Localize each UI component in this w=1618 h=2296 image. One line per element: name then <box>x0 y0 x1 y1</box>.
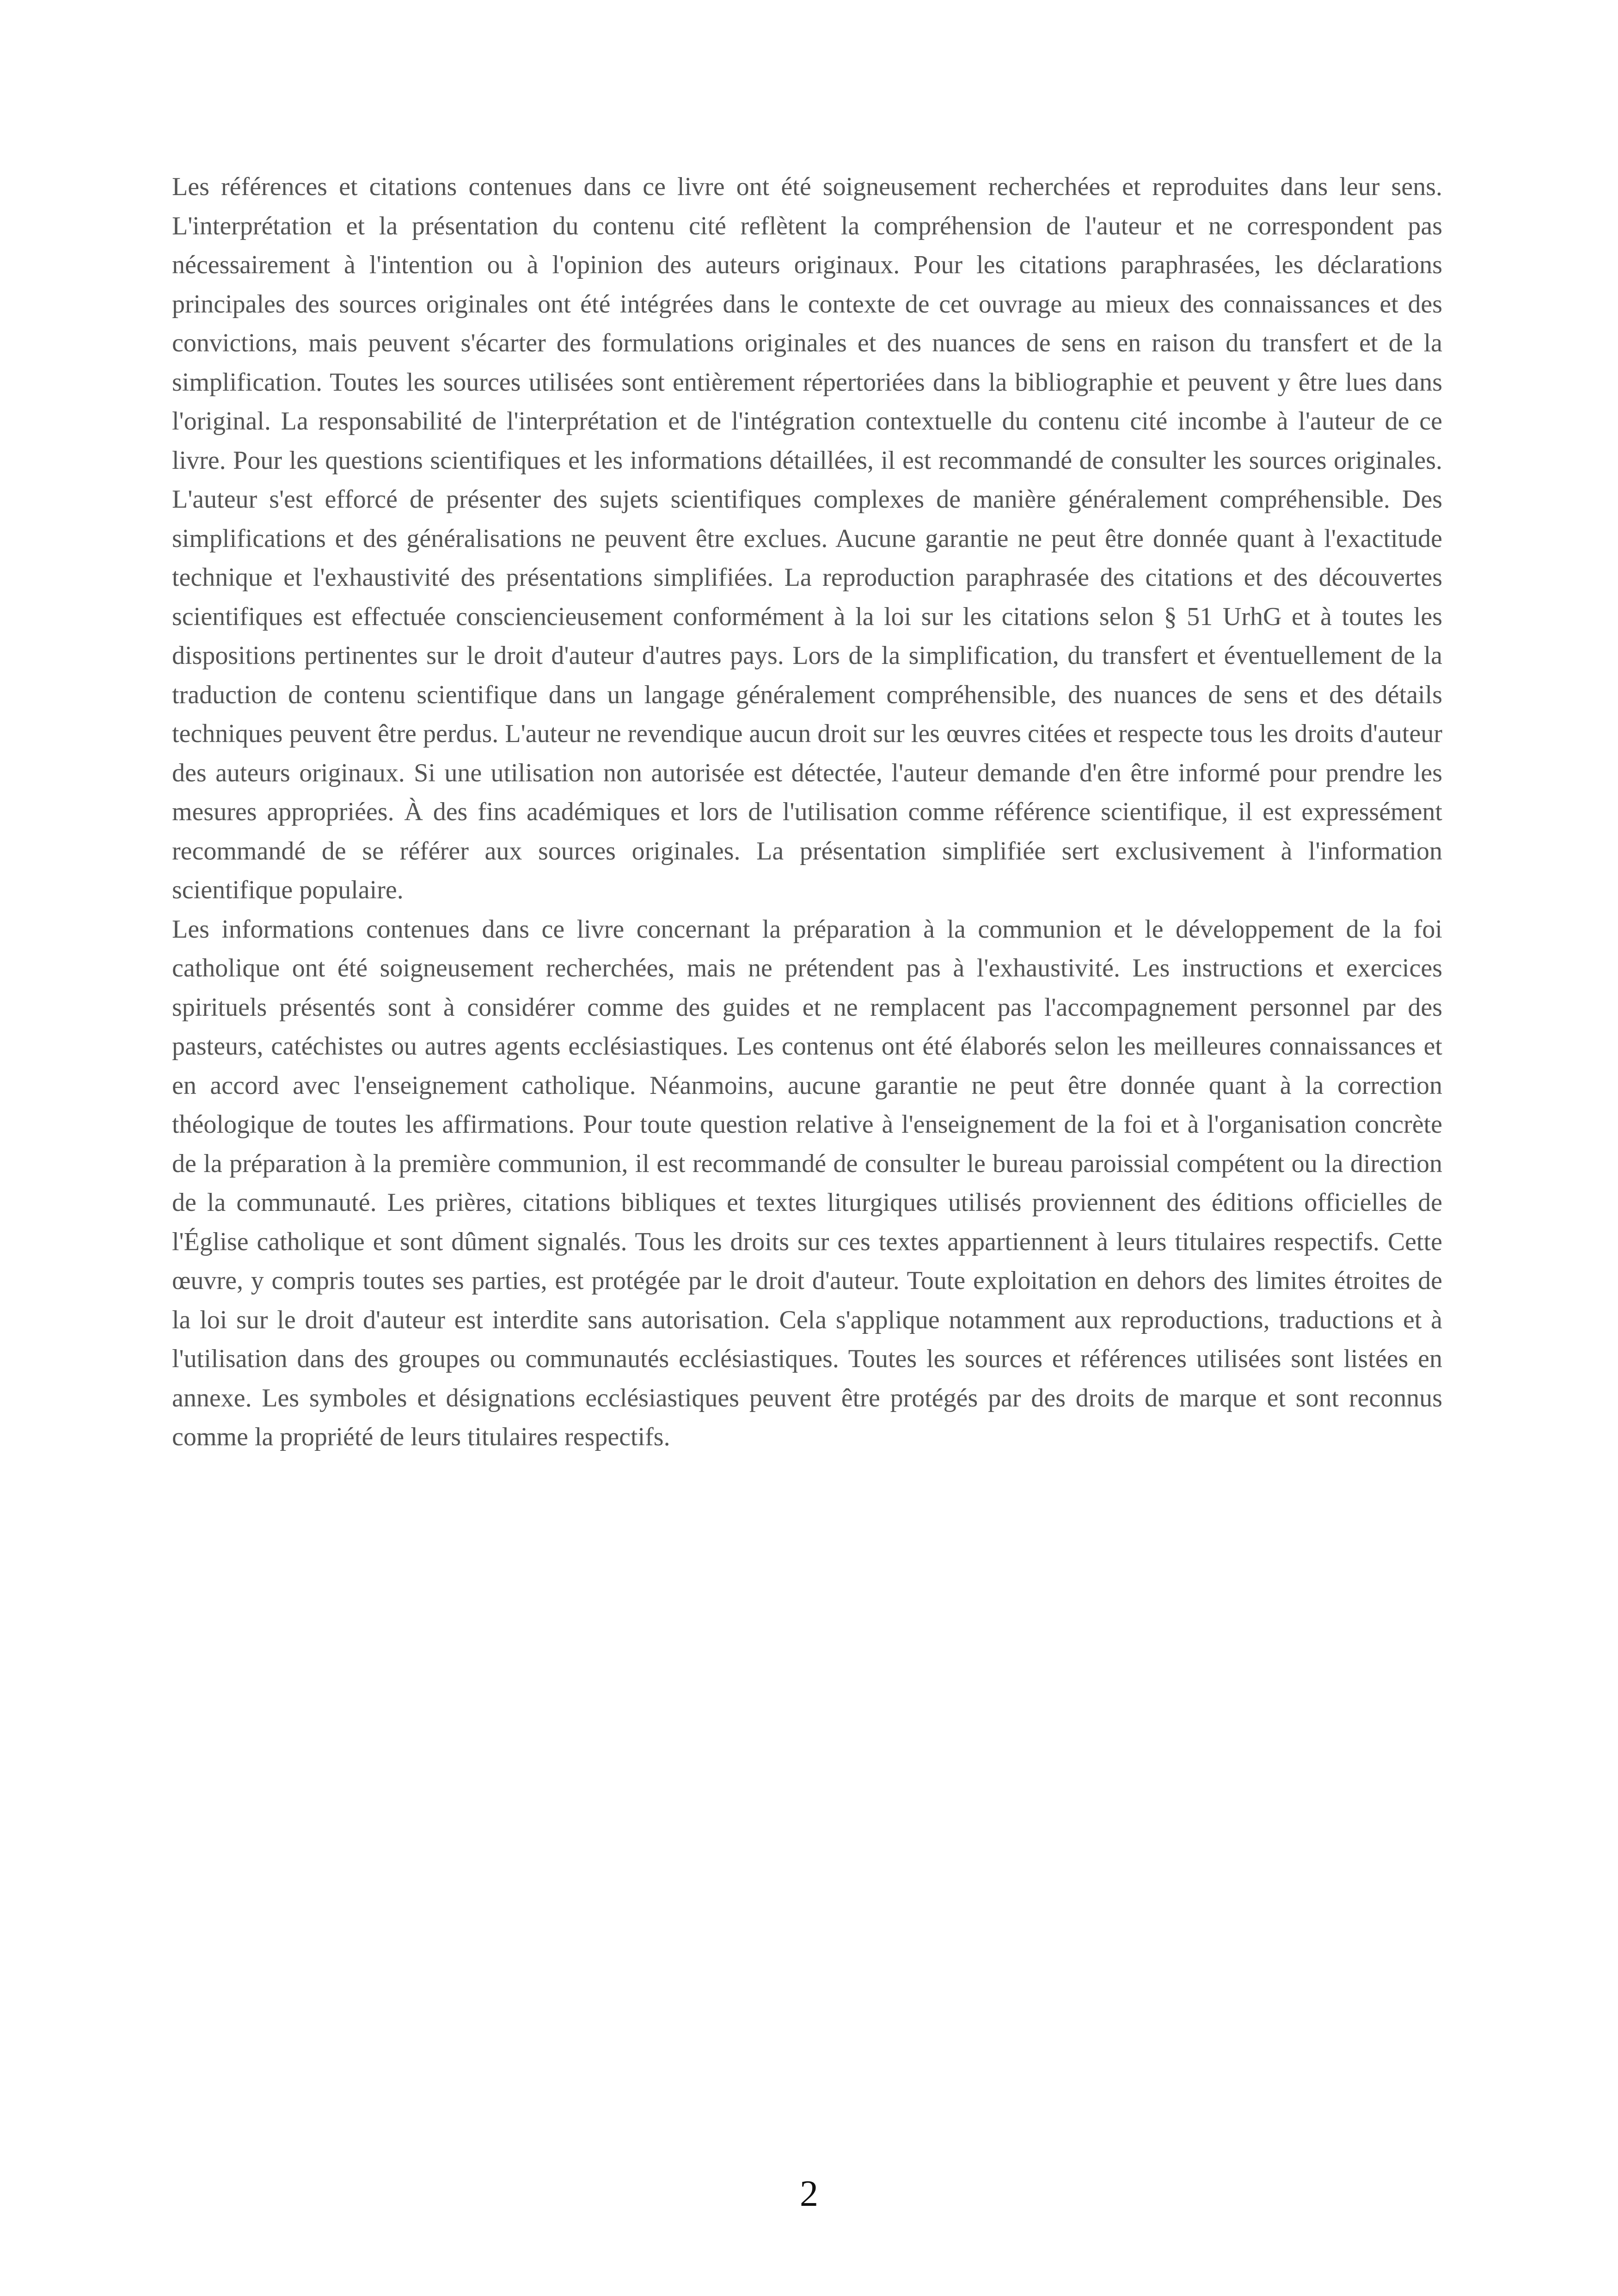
page-number: 2 <box>800 2173 818 2214</box>
paragraph-sources-disclaimer: Les références et citations contenues dans ce livre ont été soigneusement recherchées et reproduites dans leur sens. L'interprétation et la présentation du contenu cité reflètent la compréhension de l'auteur et ne correspondent pas nécessairement à l'intention ou à l'opinion des auteurs originaux. Pour les citations paraphrasées, les déclarations principales des sources originales ont été intégrées dans le contexte de cet ouvrage au mieux des connaissances et des convictions, mais peuvent s'écarter des formulations originales et des nuances de sens en raison du transfert et de la simplification. Toutes les sources utilisées sont entièrement répertoriées dans la bibliographie et peuvent y être lues dans l'original. La responsabilité de l'interprétation et de l'intégration contextuelle du contenu cité incombe à l'auteur de ce livre. Pour les questions scientifiques et les informations détaillées, il est recommandé de consulter les sources originales. L'auteur s'est efforcé de présenter des sujets scientifiques complexes de manière généralement compréhensible. Des simplifications et des généralisations ne peuvent être exclues. Aucune garantie ne peut être donnée quant à l'exactitude technique et l'exhaustivité des présentations simplifiées. La reproduction paraphrasée des citations et des découvertes scientifiques est effectuée consciencieusement conformément à la loi sur les citations selon § 51 UrhG et à toutes les dispositions pertinentes sur le droit d'auteur d'autres pays. Lors de la simplification, du transfert et éventuellement de la traduction de contenu scientifique dans un langage généralement compréhensible, des nuances de sens et des détails techniques peuvent être perdus. L'auteur ne revendique aucun droit sur les œuvres citées et respecte tous les droits d'auteur des auteurs originaux. Si une utilisation non autorisée est détectée, l'auteur demande d'en être informé pour prendre les mesures appropriées. À des fins académiques et lors de l'utilisation comme référence scientifique, il est expressément recommandé de se référer aux sources originales. La présentation simplifiée sert exclusivement à l'information scientifique populaire. <box>172 172 1442 904</box>
body-text <box>172 167 1442 1457</box>
paragraph-faith-disclaimer: Les informations contenues dans ce livre concernant la préparation à la communion et le développement de la foi catholique ont été soigneusement recherchées, mais ne prétendent pas à l'exhaustivité. Les instructions et exercices spirituels présentés sont à considérer comme des guides et ne remplacent pas l'accompagnement personnel par des pasteurs, catéchistes ou autres agents ecclésiastiques. Les contenus ont été élaborés selon les meilleures connaissances et en accord avec l'enseignement catholique. Néanmoins, aucune garantie ne peut être donnée quant à la correction théologique de toutes les affirmations. Pour toute question relative à l'enseignement de la foi et à l'organisation concrète de la préparation à la première communion, il est recommandé de consulter le bureau paroissial compétent ou la direction de la communauté. Les prières, citations bibliques et textes liturgiques utilisés proviennent des éditions officielles de l'Église catholique et sont dûment signalés. Tous les droits sur ces textes appartiennent à leurs titulaires respectifs. Cette œuvre, y compris toutes ses parties, est protégée par le droit d'auteur. Toute exploitation en dehors des limites étroites de la loi sur le droit d'auteur est interdite sans autorisation. Cela s'applique notamment aux reproductions, traductions et à l'utilisation dans des groupes ou communautés ecclésiastiques. Toutes les sources et références utilisées sont listées en annexe. Les symboles et désignations ecclésiastiques peuvent être protégés par des droits de marque et sont reconnus comme la propriété de leurs titulaires respectifs. <box>172 915 1442 1451</box>
